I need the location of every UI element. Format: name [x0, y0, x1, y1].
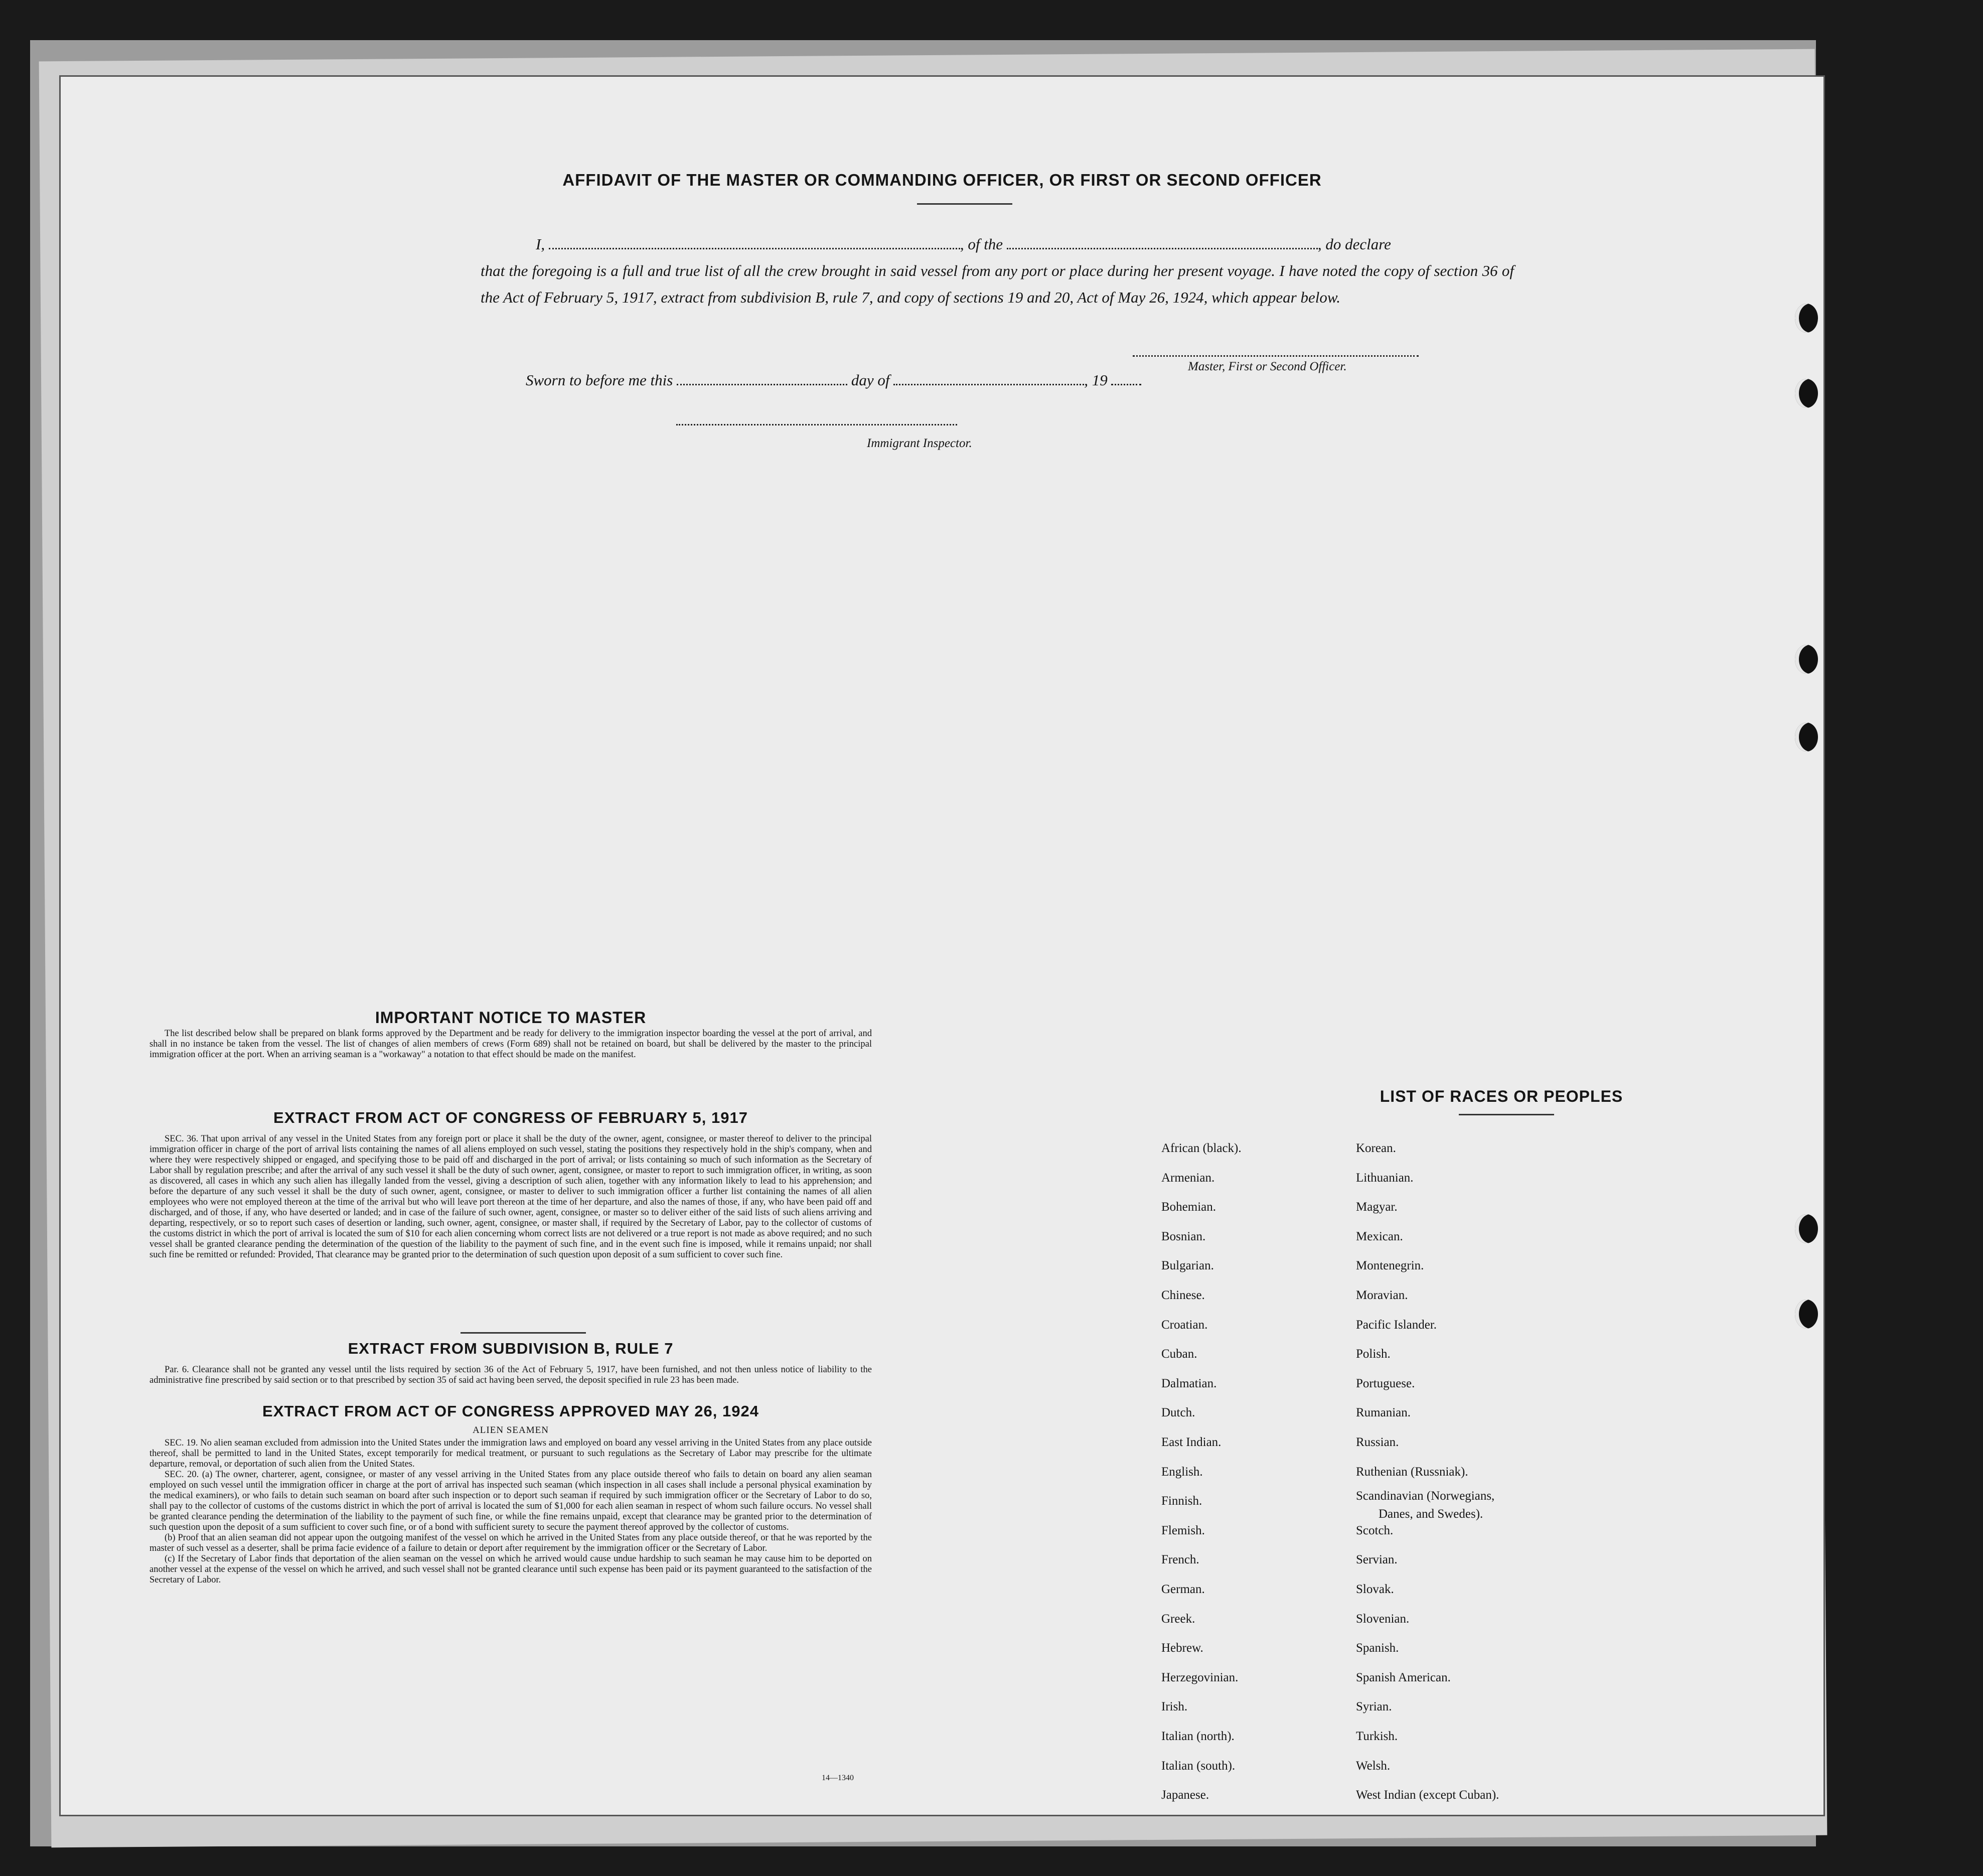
- sec-36-paragraph: SEC. 36. That upon arrival of any vessel in the United States from any foreign port or place it shall be the duty of the owner, agent, consignee, or master thereof to deliver to the principal immigration officer in charge of the port of arrival lists containing the names of all aliens employed on such vessel, stating the positions they respectively hold in the ship's company, when and where they were respectively shipped or engaged, and specifying those to be paid off and discharged in the port of arrival; or lists containing so much of such information as the Secretary of Labor shall by regulation prescribe; and after the arrival of any such vessel it shall be the duty of such owner, agent, consignee, or master to report to such immigration officer, in writing, as soon as discovered, all cases in which any such alien has illegally landed from the vessel, giving a description of such alien, together with any information likely to lead to his apprehension; and before the departure of any such vessel it shall be the duty of such owner, agent, consignee, or master to deliver to such immigration officer a further list containing the names of all alien employees who were not employed thereon at the time of the arrival but who will leave port thereon at the time of her departure, and also the names of those, if any, who have been paid off and discharged, and of those, if any, who have deserted or landed; and in case of the failure of such owner, agent, consignee, or master so to deliver either of the said lists of such aliens arriving and departing, respectively, or so to report such cases of desertion or landing, such owner, agent, consignee, or master shall, if required by the Secretary of Labor, pay to the collector of customs of the customs district in which the port of arrival is located the sum of $10 for each alien concerning whom correct lists are not delivered or a true report is not made as above required; and no such vessel shall be granted clearance pending the determination of the question of the liability to the payment of such fine, and in the event such fine is imposed, while it remains unpaid; nor shall such fine be remitted or refunded: Provided, That clearance may be granted prior to the determination of such question upon deposit of a sum sufficient to cover such fine.: [149, 1134, 872, 1260]
- name-blank[interactable]: [549, 236, 960, 249]
- binder-hole: [1795, 645, 1818, 674]
- race-item: Moravian.: [1356, 1288, 1408, 1302]
- race-item: Chinese.: [1161, 1288, 1205, 1302]
- affidavit-of-the: , of the: [960, 235, 1003, 253]
- affidavit-declare: , do declare: [1317, 235, 1391, 253]
- notice-text: [149, 1029, 872, 1060]
- form-number: 14—1340: [822, 1774, 854, 1782]
- par-6-paragraph: Par. 6. Clearance shall not be granted any vessel until the lists required by section 36 of the Act of February 5, 1917, have been furnished, and not then unless notice of liability to the administrative fine prescribed by said section or to that prescribed by section 35 of said act having been served, the deposit specified in rule 23 has been made.: [149, 1365, 872, 1385]
- race-item: Greek.: [1161, 1612, 1195, 1626]
- race-item: French.: [1161, 1553, 1199, 1567]
- sworn-month-blank[interactable]: [893, 372, 1084, 385]
- sworn-year-blank[interactable]: [1111, 372, 1141, 385]
- race-item: Rumanian.: [1356, 1406, 1411, 1420]
- race-item: Spanish American.: [1356, 1670, 1451, 1684]
- races-title: LIST OF RACES OR PEOPLES: [1380, 1087, 1623, 1105]
- race-item: Scotch.: [1356, 1523, 1394, 1537]
- extract-1924-text: [149, 1438, 872, 1585]
- extract-1917-text: [149, 1134, 872, 1260]
- races-rule: [1459, 1114, 1554, 1115]
- affidavit-text: that the foregoing is a full and true list of all the crew brought in said vessel from any port or place during her present voyage. I have noted the copy of section 36 of the Act of February 5, 1917, extract from subdivision B, rule 7, and copy of sections 19 and 20, Act of May 26, 1924, which appear below.: [481, 262, 1514, 306]
- sec-20c-paragraph: (c) If the Secretary of Labor finds that deportation of the alien seaman on the vessel on which he arrived would cause undue hardship to such seaman he may cause him to be deported on another vessel at the expense of the vessel on which he arrived, and such vessel shall not be granted clearance until such expense has been paid or its payment guaranteed to the satisfaction of the Secretary of Labor.: [149, 1554, 872, 1585]
- notice-title: IMPORTANT NOTICE TO MASTER: [375, 1008, 647, 1027]
- race-item: Montenegrin.: [1356, 1259, 1424, 1273]
- affidavit-title: AFFIDAVIT OF THE MASTER OR COMMANDING OFFICER, OR FIRST OR SECOND OFFICER: [562, 171, 1322, 189]
- inspector-signature-line[interactable]: [676, 424, 957, 425]
- race-item: Russian.: [1356, 1435, 1399, 1449]
- sec-20a-paragraph: SEC. 20. (a) The owner, charterer, agent, consignee, or master of any vessel arriving in the United States from any place outside thereof who fails to detain on board any alien seaman employed on such vessel until the immigration officer in charge at the port of arrival has inspected such seaman (which inspection in all cases shall include a personal physical examination by the medical examiners), or who fails to detain such seaman on board after such inspection or to deport such seaman if required by such immigration officer or the Secretary of Labor to do so, shall pay to the collector of customs of the customs district in which the port of arrival is located the sum of $1,000 for each alien seaman in respect of whom such failure occurs. No vessel shall be granted clearance pending the determination of the liability to the payment of such fine, or while the fine remains unpaid, except that clearance may be granted prior to the determination of such question upon the deposit of a sum sufficient to cover such fine, or of a bond with sufficient surety to secure the payment thereof approved by the collector of customs.: [149, 1470, 872, 1532]
- vessel-blank[interactable]: [1007, 236, 1318, 249]
- race-item: German.: [1161, 1582, 1205, 1596]
- race-item: Syrian.: [1356, 1700, 1392, 1714]
- race-item: Mexican.: [1356, 1229, 1403, 1243]
- sec-20b-paragraph: (b) Proof that an alien seaman did not appear upon the outgoing manifest of the vessel on which he arrived in the United States from any place outside thereof, or that he was reported by the master of such vessel as a deserter, shall be prima facie evidence of a failure to detain or deport after requirement by the immigration officer or the Secretary of Labor.: [149, 1533, 872, 1553]
- race-item: Flemish.: [1161, 1523, 1205, 1537]
- race-item: Italian (north).: [1161, 1729, 1235, 1743]
- race-item: Armenian.: [1161, 1171, 1215, 1185]
- alien-seamen-subtitle: ALIEN SEAMEN: [473, 1425, 549, 1435]
- affidavit-body: [481, 231, 1514, 311]
- inspector-label: Immigrant Inspector.: [867, 437, 972, 450]
- binder-hole: [1795, 1300, 1818, 1329]
- race-item: Danes, and Swedes).: [1379, 1507, 1483, 1521]
- race-item: Magyar.: [1356, 1200, 1398, 1214]
- binder-hole: [1795, 304, 1818, 333]
- master-signature-line[interactable]: [1133, 355, 1419, 357]
- race-item: Lithuanian.: [1356, 1171, 1414, 1185]
- race-item: Dutch.: [1161, 1406, 1195, 1420]
- race-item: Slovak.: [1356, 1582, 1394, 1596]
- race-item: Spanish.: [1356, 1641, 1399, 1655]
- affidavit-i: I,: [536, 235, 545, 253]
- race-item: Polish.: [1356, 1347, 1391, 1361]
- year-prefix: , 19: [1084, 371, 1108, 389]
- title-rule: [917, 203, 1012, 205]
- race-item: Hebrew.: [1161, 1641, 1203, 1655]
- master-signature-label: Master, First or Second Officer.: [1188, 360, 1347, 373]
- race-item: Bosnian.: [1161, 1229, 1206, 1243]
- race-item: Italian (south).: [1161, 1759, 1236, 1773]
- binder-hole: [1795, 723, 1818, 752]
- race-item: Turkish.: [1356, 1729, 1398, 1743]
- race-item: Portuguese.: [1356, 1376, 1415, 1390]
- sworn-line: [526, 371, 1141, 389]
- sec-19-paragraph: SEC. 19. No alien seaman excluded from admission into the United States under the immigration laws and employed on board any vessel arriving in the United States from any place outside thereof, shall be permitted to land in the United States, except temporarily for medical treatment, or pursuant to such regulations as the Secretary of Labor may prescribe for the ultimate departure, removal, or deportation of such alien from the United States.: [149, 1438, 872, 1469]
- race-item: Bohemian.: [1161, 1200, 1216, 1214]
- section-rule: [461, 1332, 586, 1334]
- race-item: Korean.: [1356, 1141, 1396, 1155]
- race-item: West Indian (except Cuban).: [1356, 1788, 1499, 1802]
- notice-paragraph: The list described below shall be prepared on blank forms approved by the Department and be ready for delivery to the immigration inspector boarding the vessel at the port of arrival, and shall in no instance be taken from the vessel. The list of changes of alien members of crews (Form 689) shall not be retained on board, but shall be delivered by the master to the principal immigration officer at the port. When an arriving seaman is a "workaway" a notation to that effect should be made on the manifest.: [149, 1029, 872, 1060]
- extract-1917-title: EXTRACT FROM ACT OF CONGRESS OF FEBRUARY 5, 1917: [273, 1109, 748, 1126]
- extract-rule7-text: [149, 1365, 872, 1386]
- race-item: English.: [1161, 1465, 1203, 1479]
- binder-hole: [1795, 379, 1818, 408]
- race-item: African (black).: [1161, 1141, 1242, 1155]
- race-item: Servian.: [1356, 1553, 1398, 1567]
- race-item: Herzegovinian.: [1161, 1670, 1239, 1684]
- race-item: Irish.: [1161, 1700, 1188, 1714]
- day-of-text: day of: [851, 371, 890, 389]
- race-item: Slovenian.: [1356, 1612, 1410, 1626]
- race-item: Scandinavian (Norwegians,: [1356, 1489, 1495, 1503]
- race-item: Pacific Islander.: [1356, 1318, 1437, 1332]
- extract-rule7-title: EXTRACT FROM SUBDIVISION B, RULE 7: [348, 1340, 674, 1357]
- race-item: Dalmatian.: [1161, 1376, 1217, 1390]
- form-page: [59, 75, 1825, 1816]
- race-item: East Indian.: [1161, 1435, 1222, 1449]
- race-item: Bulgarian.: [1161, 1259, 1214, 1273]
- sworn-day-blank[interactable]: [677, 372, 847, 385]
- race-item: Croatian.: [1161, 1318, 1208, 1332]
- binder-hole: [1795, 1214, 1818, 1243]
- race-item: Ruthenian (Russniak).: [1356, 1465, 1468, 1479]
- race-item: Finnish.: [1161, 1494, 1202, 1508]
- sworn-text: Sworn to before me this: [526, 371, 673, 389]
- race-item: Japanese.: [1161, 1788, 1209, 1802]
- race-item: Welsh.: [1356, 1759, 1391, 1773]
- extract-1924-title: EXTRACT FROM ACT OF CONGRESS APPROVED MAY 26, 1924: [262, 1402, 759, 1420]
- race-item: Cuban.: [1161, 1347, 1197, 1361]
